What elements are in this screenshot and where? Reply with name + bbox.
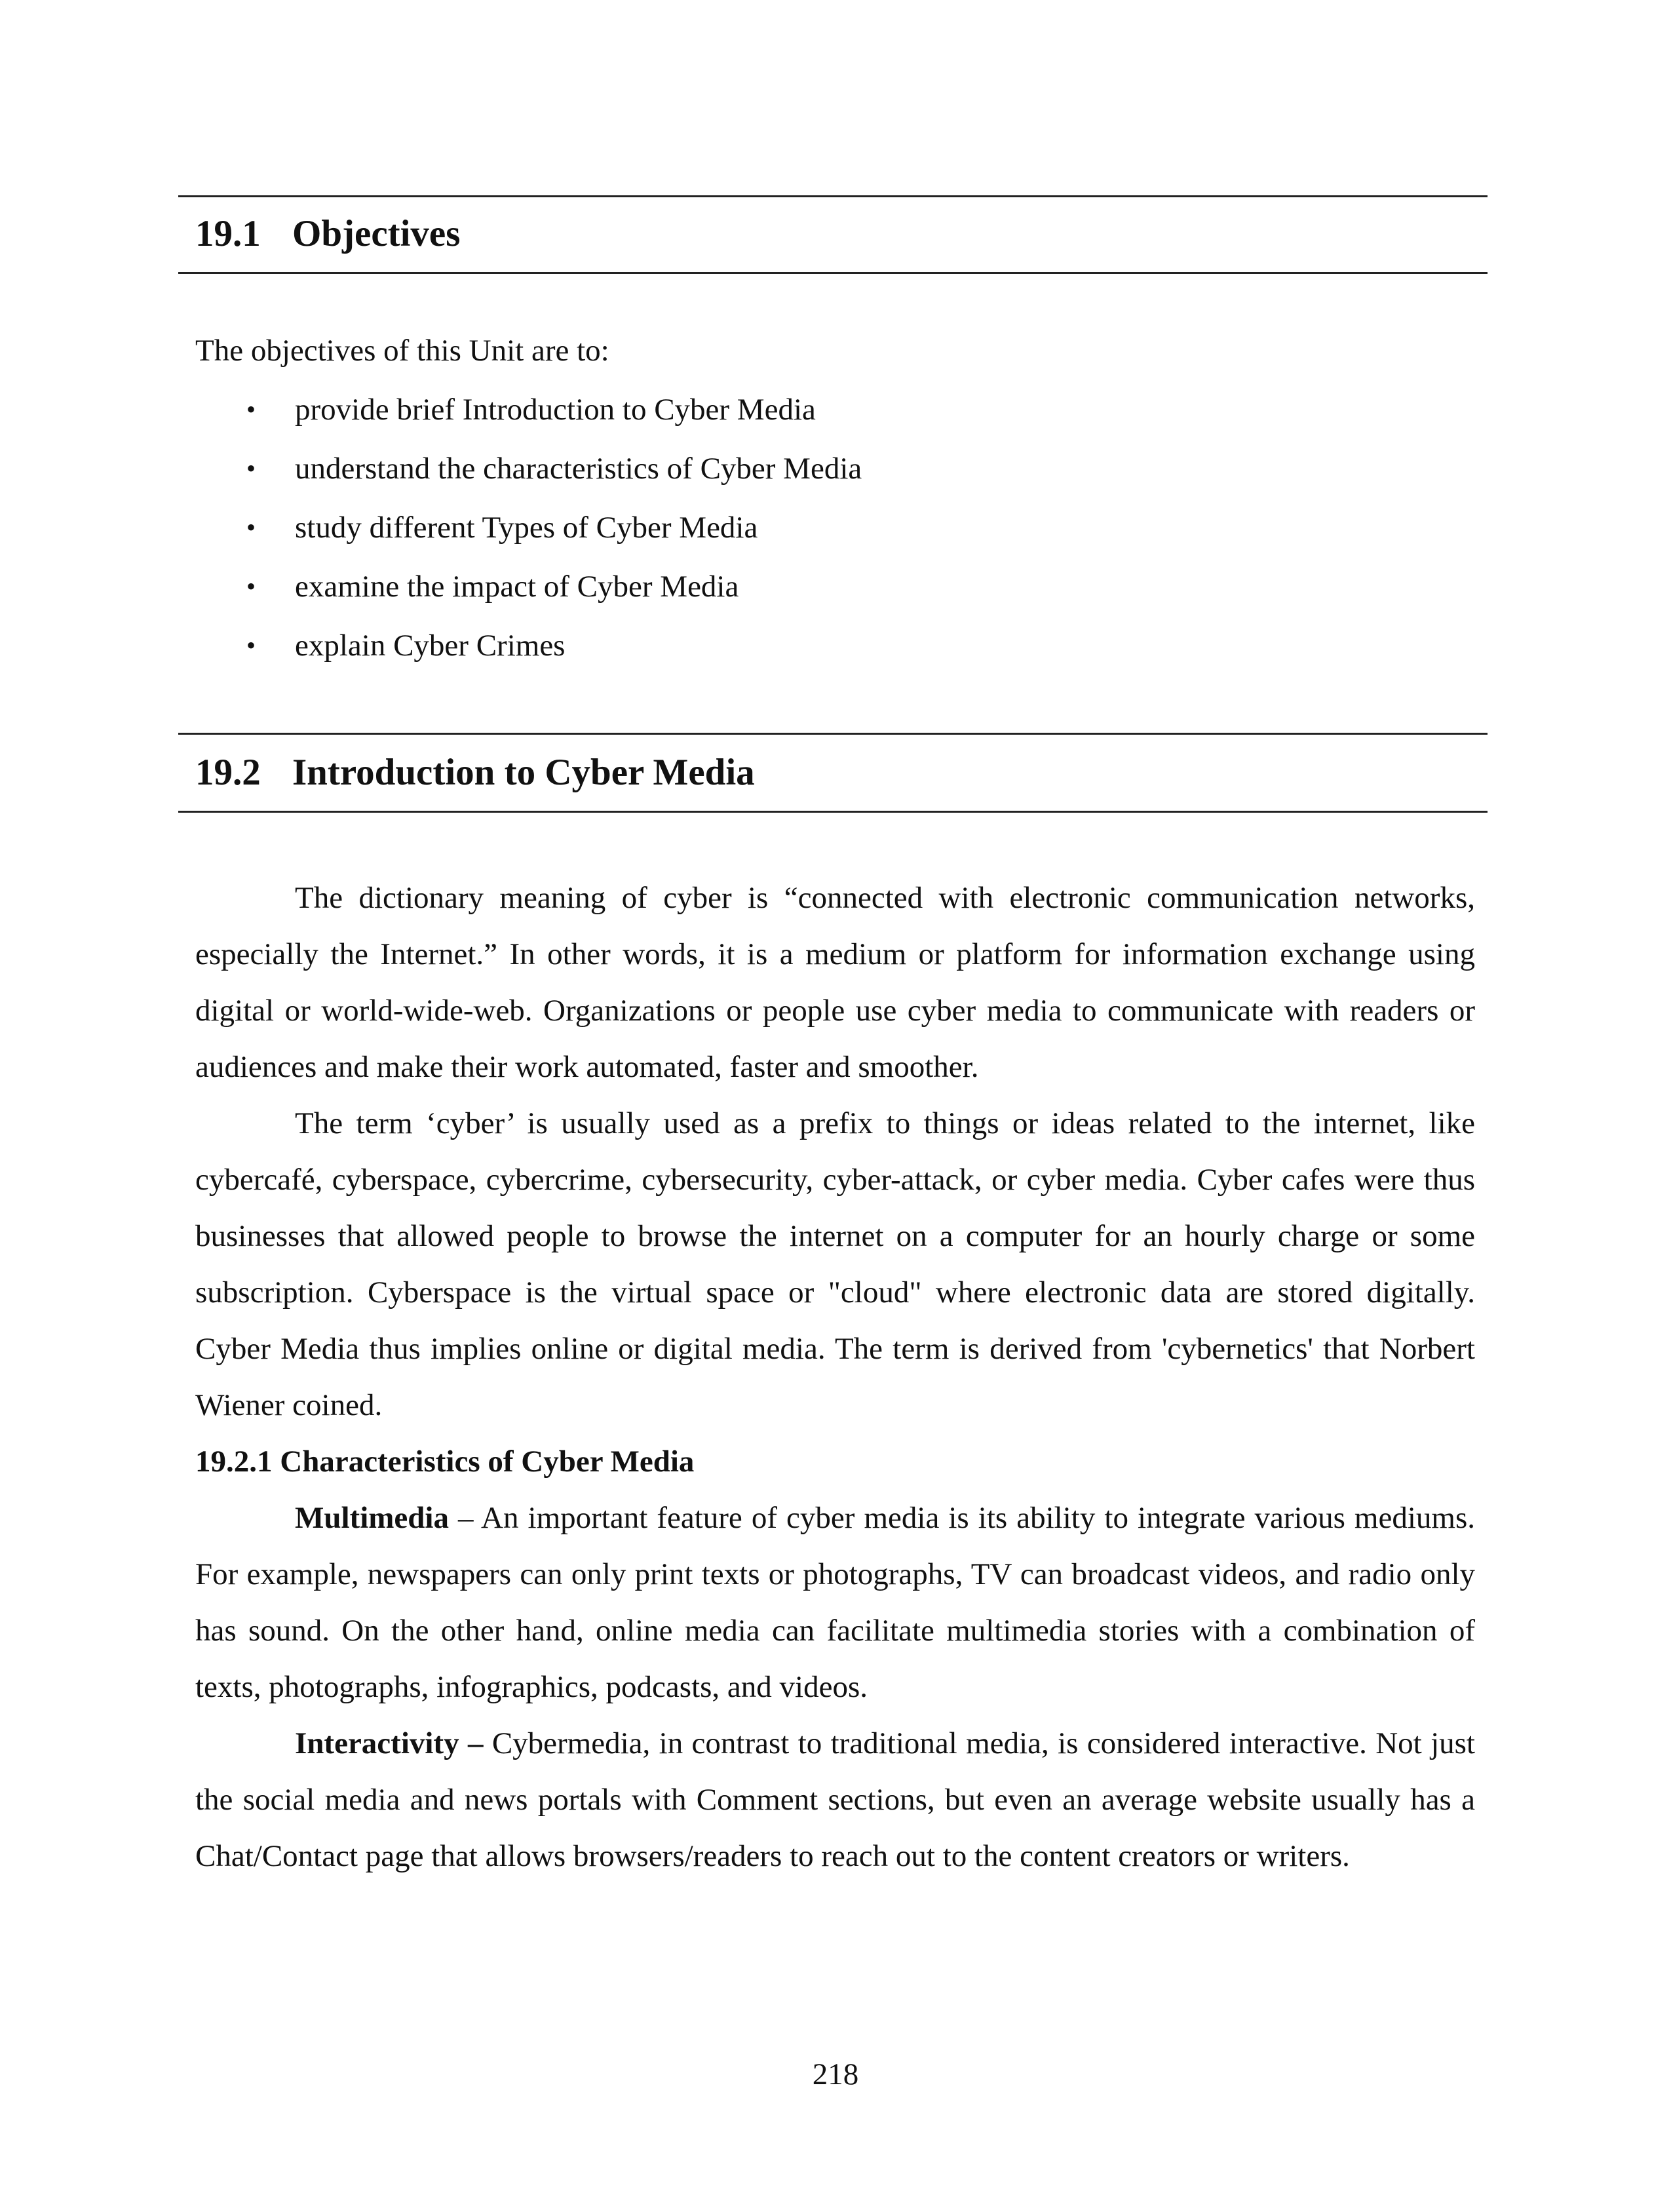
list-item-text: understand the characteristics of Cyber Media (295, 452, 862, 486)
section-heading-objectives (195, 211, 460, 257)
section-bottom-rule (178, 811, 1488, 813)
page-number: 218 (812, 2057, 859, 2091)
list-item (195, 623, 862, 682)
paragraph: The dictionary meaning of cyber is “connected with electronic communication networks, especially the Internet.” In other words, it is a medium or platform for information exchange using digital or world-wide-web. Organizations or people use cyber media to communicate with readers or audiences and make their work automated, faster and smoother. (195, 881, 1475, 1084)
body-text (195, 870, 1475, 1884)
characteristic-paragraph (195, 1490, 1475, 1715)
characteristic-term: Interactivity – (295, 1726, 484, 1760)
objectives-intro: The objectives of this Unit are to: (195, 334, 609, 368)
bullet-icon: • (246, 395, 256, 424)
section-top-rule (178, 733, 1488, 735)
objectives-list (195, 387, 862, 682)
characteristic-term: Multimedia (295, 1501, 449, 1535)
characteristic-paragraph (195, 1715, 1475, 1884)
list-item-text: examine the impact of Cyber Media (295, 570, 739, 604)
bullet-icon: • (246, 454, 256, 483)
section-title: Introduction to Cyber Media (292, 752, 755, 793)
paragraph: The term ‘cyber’ is usually used as a prefix to things or ideas related to the internet, like cybercafé, cyberspace, cybercrime, cybersecurity, cyber-attack, or cyber media. Cyber cafes were thus businesses that allowed people to browse the internet on a computer for an hourly charge or some subscription. Cyberspace is the virtual space or "cloud" where electronic data are stored digitally. Cyber Media thus implies online or digital media. The term is derived from 'cybernetics' that Norbert Wiener coined. (195, 1106, 1475, 1422)
list-item-text: explain Cyber Crimes (295, 629, 566, 663)
list-item (195, 446, 862, 505)
characteristic-text: Cybermedia, in contrast to traditional media, is considered interactive. Not just the social media and news portals with Comment sections, but even an average website usually has a Chat/Contact page that allows browsers/readers to reach out to the content creators or writers. (195, 1726, 1475, 1873)
list-item (195, 387, 862, 446)
bullet-icon: • (246, 572, 256, 601)
section-heading-introduction (195, 750, 755, 796)
subsection-heading: 19.2.1 Characteristics of Cyber Media (195, 1445, 695, 1479)
bullet-icon: • (246, 513, 256, 542)
list-item-text: study different Types of Cyber Media (295, 511, 758, 545)
list-item-text: provide brief Introduction to Cyber Media (295, 393, 816, 427)
list-item (195, 505, 862, 564)
section-top-rule (178, 195, 1488, 197)
bullet-icon: • (246, 631, 256, 660)
list-item (195, 564, 862, 623)
section-title: Objectives (292, 213, 461, 254)
characteristic-text: – An important feature of cyber media is its ability to integrate various mediums. For example, newspapers can only print texts or photographs, TV can broadcast videos, and radio only has sound. On the other hand, online media can facilitate multimedia stories with a combination of texts, photographs, infographics, podcasts, and videos. (195, 1501, 1475, 1704)
section-bottom-rule (178, 272, 1488, 274)
section-number: 19.2 (195, 752, 261, 793)
section-number: 19.1 (195, 213, 261, 254)
